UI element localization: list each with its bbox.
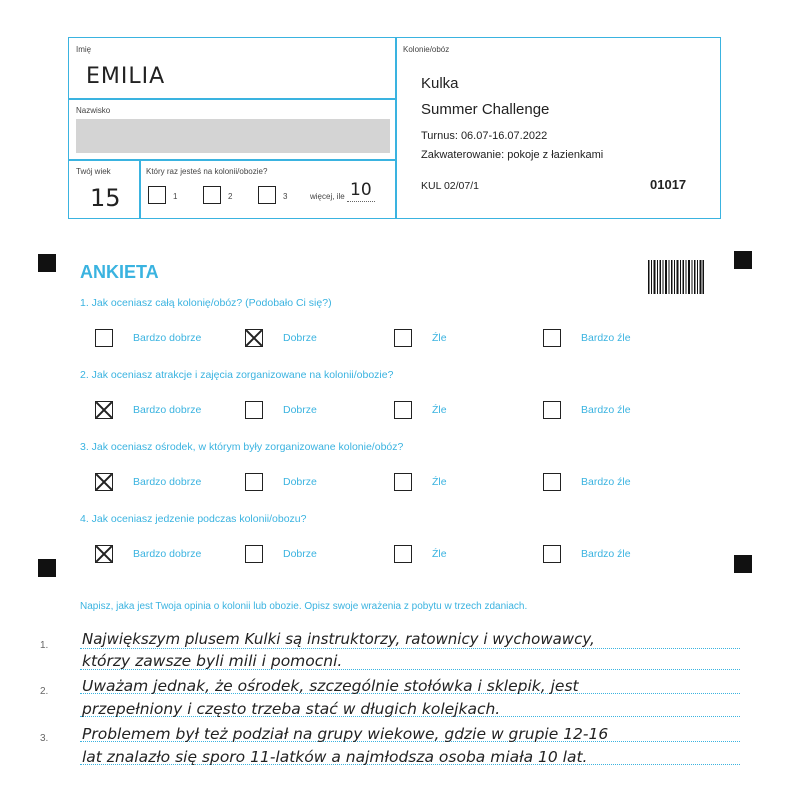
raz-1-checkbox[interactable] bbox=[148, 186, 166, 204]
question-4-option-4-checkbox[interactable] bbox=[543, 545, 561, 563]
question-3-option-3-label: Źle bbox=[432, 476, 447, 488]
raz-2-checkbox[interactable] bbox=[203, 186, 221, 204]
question-3-text: 3. Jak oceniasz ośrodek, w którym były zorganizowane kolonie/obóz? bbox=[80, 441, 404, 453]
question-1-option-4-label: Bardzo źle bbox=[581, 332, 631, 344]
question-4-option-3-label: Źle bbox=[432, 548, 447, 560]
header-divider-1 bbox=[68, 98, 396, 100]
header-divider-2 bbox=[68, 159, 396, 161]
question-1-option-2-checkbox[interactable] bbox=[245, 329, 263, 347]
raz-1-label: 1 bbox=[173, 192, 178, 201]
barcode bbox=[648, 260, 704, 294]
question-1-text: 1. Jak oceniasz całą kolonię/obóz? (Podobało Ci się?) bbox=[80, 297, 332, 309]
question-3-option-4-label: Bardzo źle bbox=[581, 476, 631, 488]
kolonia-name-2: Summer Challenge bbox=[421, 101, 550, 118]
raz-2-label: 2 bbox=[228, 192, 233, 201]
question-1-option-1-label: Bardzo dobrze bbox=[133, 332, 202, 344]
question-4-option-1-checkbox[interactable] bbox=[95, 545, 113, 563]
line-number-2: 2. bbox=[40, 686, 49, 697]
question-1-option-2-label: Dobrze bbox=[283, 332, 317, 344]
question-4-option-3-checkbox[interactable] bbox=[394, 545, 412, 563]
wiek-value: 15 bbox=[90, 184, 121, 212]
question-3-option-1-label: Bardzo dobrze bbox=[133, 476, 202, 488]
question-2-text: 2. Jak oceniasz atrakcje i zajęcia zorganizowane na kolonii/obozie? bbox=[80, 369, 394, 381]
imie-value: EMILIA bbox=[86, 64, 166, 89]
question-4-option-1-label: Bardzo dobrze bbox=[133, 548, 202, 560]
question-2-option-2-checkbox[interactable] bbox=[245, 401, 263, 419]
kolonia-label: Kolonie/obóz bbox=[403, 45, 450, 54]
line-number-3: 3. bbox=[40, 733, 49, 744]
question-1-option-4-checkbox[interactable] bbox=[543, 329, 561, 347]
wiek-label: Twój wiek bbox=[76, 167, 111, 176]
opinion-line-3: Uważam jednak, że ośrodek, szczególnie stołówka i sklepik, jest bbox=[82, 677, 579, 695]
question-1-option-3-checkbox[interactable] bbox=[394, 329, 412, 347]
question-2-option-3-checkbox[interactable] bbox=[394, 401, 412, 419]
kolonia-name-1: Kulka bbox=[421, 75, 459, 92]
wiecej-underline bbox=[347, 201, 375, 202]
registration-marker-bl bbox=[38, 559, 56, 577]
survey-title: ANKIETA bbox=[80, 262, 159, 282]
nazwisko-redacted bbox=[76, 119, 390, 153]
question-4-option-2-checkbox[interactable] bbox=[245, 545, 263, 563]
question-2-option-4-checkbox[interactable] bbox=[543, 401, 561, 419]
imie-label: Imię bbox=[76, 45, 92, 54]
kod: KUL 02/07/1 bbox=[421, 180, 479, 192]
header-divider-3 bbox=[139, 159, 141, 219]
wiecej-label: więcej, ile bbox=[310, 192, 345, 201]
opinion-line-2: którzy zawsze byli mili i pomocni. bbox=[82, 652, 343, 670]
question-3-option-2-checkbox[interactable] bbox=[245, 473, 263, 491]
writing-line bbox=[80, 648, 740, 649]
question-4-option-2-label: Dobrze bbox=[283, 548, 317, 560]
line-number-1: 1. bbox=[40, 640, 49, 651]
question-4-text: 4. Jak oceniasz jedzenie podczas kolonii/obozu? bbox=[80, 513, 307, 525]
question-2-option-3-label: Źle bbox=[432, 404, 447, 416]
question-3-option-1-checkbox[interactable] bbox=[95, 473, 113, 491]
opinion-line-4: przepełniony i często trzeba stać w długich kolejkach. bbox=[82, 700, 501, 718]
raz-3-checkbox[interactable] bbox=[258, 186, 276, 204]
opinion-line-6: lat znalazło się sporo 11-latków a najmłodsza osoba miała 10 lat. bbox=[82, 748, 588, 766]
registration-marker-br bbox=[734, 555, 752, 573]
zakwaterowanie: Zakwaterowanie: pokoje z łazienkami bbox=[421, 149, 604, 161]
question-3-option-3-checkbox[interactable] bbox=[394, 473, 412, 491]
opinion-line-1: Największym plusem Kulki są instruktorzy, ratownicy i wychowawcy, bbox=[82, 630, 595, 648]
question-1-option-3-label: Źle bbox=[432, 332, 447, 344]
question-1-option-1-checkbox[interactable] bbox=[95, 329, 113, 347]
wiecej-value: 10 bbox=[350, 180, 372, 200]
opinion-line-5: Problemem był też podział na grupy wiekowe, gdzie w grupie 12-16 bbox=[82, 725, 609, 743]
numer: 01017 bbox=[650, 177, 687, 192]
raz-3-label: 3 bbox=[283, 192, 288, 201]
opinion-prompt: Napisz, jaka jest Twoja opinia o kolonii lub obozie. Opisz swoje wrażenia z pobytu w trzech zdaniach. bbox=[80, 601, 528, 612]
question-4-option-4-label: Bardzo źle bbox=[581, 548, 631, 560]
question-2-option-4-label: Bardzo źle bbox=[581, 404, 631, 416]
registration-marker-tr bbox=[734, 251, 752, 269]
ktory-raz-label: Który raz jesteś na kolonii/obozie? bbox=[146, 167, 268, 176]
question-3-option-4-checkbox[interactable] bbox=[543, 473, 561, 491]
nazwisko-label: Nazwisko bbox=[76, 106, 111, 115]
registration-marker-tl bbox=[38, 254, 56, 272]
question-2-option-2-label: Dobrze bbox=[283, 404, 317, 416]
question-3-option-2-label: Dobrze bbox=[283, 476, 317, 488]
turnus: Turnus: 06.07-16.07.2022 bbox=[421, 130, 548, 142]
question-2-option-1-label: Bardzo dobrze bbox=[133, 404, 202, 416]
header-divider-vertical bbox=[395, 37, 397, 219]
question-2-option-1-checkbox[interactable] bbox=[95, 401, 113, 419]
